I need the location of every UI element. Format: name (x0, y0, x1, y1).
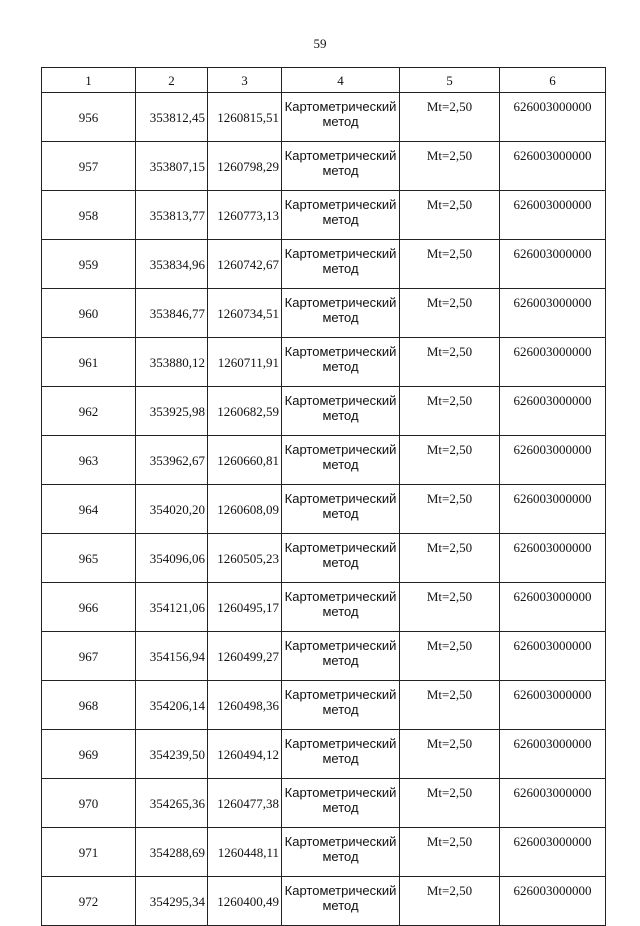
method-cell (282, 534, 400, 583)
accuracy-value: Mt=2,50 (400, 534, 500, 583)
table-row (42, 191, 606, 240)
coordinates-table (41, 67, 606, 926)
method-cell (282, 142, 400, 191)
accuracy-value: Mt=2,50 (400, 877, 500, 926)
method-line-1: Картометрический (284, 295, 397, 310)
point-number: 966 (42, 583, 136, 632)
point-number: 971 (42, 828, 136, 877)
table-row (42, 681, 606, 730)
method-line-2: метод (322, 310, 359, 325)
point-number: 956 (42, 93, 136, 142)
point-number: 968 (42, 681, 136, 730)
cadastral-code: 626003000000 (500, 730, 606, 779)
cadastral-code: 626003000000 (500, 191, 606, 240)
accuracy-value: Mt=2,50 (400, 730, 500, 779)
point-number: 957 (42, 142, 136, 191)
table-row (42, 485, 606, 534)
coordinate-y: 1260798,29 (208, 142, 282, 191)
method-line-2: метод (322, 653, 359, 668)
coordinate-y: 1260505,23 (208, 534, 282, 583)
table-row (42, 240, 606, 289)
point-number: 959 (42, 240, 136, 289)
method-line-1: Картометрический (284, 736, 397, 751)
accuracy-value: Mt=2,50 (400, 191, 500, 240)
coordinate-y: 1260734,51 (208, 289, 282, 338)
method-line-2: метод (322, 898, 359, 913)
column-header: 2 (136, 68, 208, 93)
method-cell (282, 681, 400, 730)
coordinate-x: 353807,15 (136, 142, 208, 191)
method-cell (282, 828, 400, 877)
point-number: 964 (42, 485, 136, 534)
method-line-1: Картометрический (284, 785, 397, 800)
method-line-2: метод (322, 800, 359, 815)
method-cell (282, 191, 400, 240)
table-row (42, 730, 606, 779)
method-line-2: метод (322, 261, 359, 276)
cadastral-code: 626003000000 (500, 534, 606, 583)
cadastral-code: 626003000000 (500, 240, 606, 289)
coordinate-x: 353812,45 (136, 93, 208, 142)
table-row (42, 387, 606, 436)
coordinate-y: 1260495,17 (208, 583, 282, 632)
accuracy-value: Mt=2,50 (400, 93, 500, 142)
coordinate-x: 353925,98 (136, 387, 208, 436)
cadastral-code: 626003000000 (500, 681, 606, 730)
coordinate-y: 1260711,91 (208, 338, 282, 387)
method-line-1: Картометрический (284, 246, 397, 261)
header-row (42, 68, 606, 93)
method-cell (282, 93, 400, 142)
method-line-2: метод (322, 751, 359, 766)
coordinate-y: 1260773,13 (208, 191, 282, 240)
point-number: 960 (42, 289, 136, 338)
coordinate-y: 1260682,59 (208, 387, 282, 436)
cadastral-code: 626003000000 (500, 142, 606, 191)
cadastral-code: 626003000000 (500, 583, 606, 632)
table-row (42, 142, 606, 191)
accuracy-value: Mt=2,50 (400, 240, 500, 289)
method-cell (282, 485, 400, 534)
method-line-1: Картометрический (284, 442, 397, 457)
cadastral-code: 626003000000 (500, 289, 606, 338)
method-cell (282, 387, 400, 436)
accuracy-value: Mt=2,50 (400, 828, 500, 877)
coordinate-x: 354295,34 (136, 877, 208, 926)
accuracy-value: Mt=2,50 (400, 583, 500, 632)
method-line-1: Картометрический (284, 344, 397, 359)
coordinate-x: 354121,06 (136, 583, 208, 632)
coordinate-x: 353962,67 (136, 436, 208, 485)
accuracy-value: Mt=2,50 (400, 338, 500, 387)
method-cell (282, 779, 400, 828)
method-line-2: метод (322, 702, 359, 717)
table-row (42, 289, 606, 338)
cadastral-code: 626003000000 (500, 436, 606, 485)
table-row (42, 779, 606, 828)
column-header: 5 (400, 68, 500, 93)
cadastral-code: 626003000000 (500, 877, 606, 926)
coordinate-y: 1260660,81 (208, 436, 282, 485)
coordinate-x: 354096,06 (136, 534, 208, 583)
point-number: 967 (42, 632, 136, 681)
column-header: 1 (42, 68, 136, 93)
table-row (42, 583, 606, 632)
method-cell (282, 877, 400, 926)
method-line-1: Картометрический (284, 99, 397, 114)
cadastral-code: 626003000000 (500, 93, 606, 142)
coordinate-x: 354288,69 (136, 828, 208, 877)
method-line-1: Картометрический (284, 687, 397, 702)
method-cell (282, 289, 400, 338)
method-cell (282, 338, 400, 387)
cadastral-code: 626003000000 (500, 387, 606, 436)
point-number: 972 (42, 877, 136, 926)
coordinate-x: 354020,20 (136, 485, 208, 534)
method-line-1: Картометрический (284, 148, 397, 163)
accuracy-value: Mt=2,50 (400, 681, 500, 730)
method-cell (282, 240, 400, 289)
coordinate-y: 1260815,51 (208, 93, 282, 142)
accuracy-value: Mt=2,50 (400, 387, 500, 436)
coordinate-x: 354239,50 (136, 730, 208, 779)
coordinate-y: 1260477,38 (208, 779, 282, 828)
method-cell (282, 632, 400, 681)
method-line-2: метод (322, 212, 359, 227)
table-row (42, 338, 606, 387)
method-line-1: Картометрический (284, 197, 397, 212)
method-line-2: метод (322, 408, 359, 423)
method-line-2: метод (322, 555, 359, 570)
method-line-2: метод (322, 163, 359, 178)
coordinate-y: 1260498,36 (208, 681, 282, 730)
accuracy-value: Mt=2,50 (400, 289, 500, 338)
point-number: 970 (42, 779, 136, 828)
method-line-2: метод (322, 849, 359, 864)
coordinate-y: 1260494,12 (208, 730, 282, 779)
method-line-1: Картометрический (284, 589, 397, 604)
column-header: 6 (500, 68, 606, 93)
cadastral-code: 626003000000 (500, 338, 606, 387)
accuracy-value: Mt=2,50 (400, 779, 500, 828)
method-line-1: Картометрический (284, 491, 397, 506)
coordinate-x: 354156,94 (136, 632, 208, 681)
point-number: 963 (42, 436, 136, 485)
coordinate-x: 353834,96 (136, 240, 208, 289)
table-row (42, 828, 606, 877)
accuracy-value: Mt=2,50 (400, 436, 500, 485)
column-header: 4 (282, 68, 400, 93)
method-line-1: Картометрический (284, 834, 397, 849)
point-number: 965 (42, 534, 136, 583)
method-line-2: метод (322, 457, 359, 472)
coordinate-y: 1260400,49 (208, 877, 282, 926)
method-cell (282, 730, 400, 779)
coordinate-x: 353880,12 (136, 338, 208, 387)
coordinate-x: 353813,77 (136, 191, 208, 240)
method-line-1: Картометрический (284, 393, 397, 408)
method-cell (282, 436, 400, 485)
coordinate-y: 1260742,67 (208, 240, 282, 289)
point-number: 969 (42, 730, 136, 779)
cadastral-code: 626003000000 (500, 632, 606, 681)
method-line-1: Картометрический (284, 883, 397, 898)
method-line-1: Картометрический (284, 540, 397, 555)
table-row (42, 534, 606, 583)
table-row (42, 632, 606, 681)
coordinate-y: 1260499,27 (208, 632, 282, 681)
page-number: 59 (313, 36, 327, 51)
coordinate-x: 353846,77 (136, 289, 208, 338)
accuracy-value: Mt=2,50 (400, 485, 500, 534)
cadastral-code: 626003000000 (500, 485, 606, 534)
method-line-2: метод (322, 604, 359, 619)
accuracy-value: Mt=2,50 (400, 142, 500, 191)
coordinate-x: 354265,36 (136, 779, 208, 828)
table-row (42, 436, 606, 485)
coordinate-x: 354206,14 (136, 681, 208, 730)
coordinate-y: 1260608,09 (208, 485, 282, 534)
coordinate-y: 1260448,11 (208, 828, 282, 877)
method-line-2: метод (322, 506, 359, 521)
cadastral-code: 626003000000 (500, 779, 606, 828)
table-body (42, 93, 606, 926)
method-cell (282, 583, 400, 632)
column-header: 3 (208, 68, 282, 93)
method-line-1: Картометрический (284, 638, 397, 653)
point-number: 962 (42, 387, 136, 436)
point-number: 958 (42, 191, 136, 240)
point-number: 961 (42, 338, 136, 387)
accuracy-value: Mt=2,50 (400, 632, 500, 681)
method-line-2: метод (322, 114, 359, 129)
cadastral-code: 626003000000 (500, 828, 606, 877)
table-row (42, 93, 606, 142)
table-row (42, 877, 606, 926)
method-line-2: метод (322, 359, 359, 374)
